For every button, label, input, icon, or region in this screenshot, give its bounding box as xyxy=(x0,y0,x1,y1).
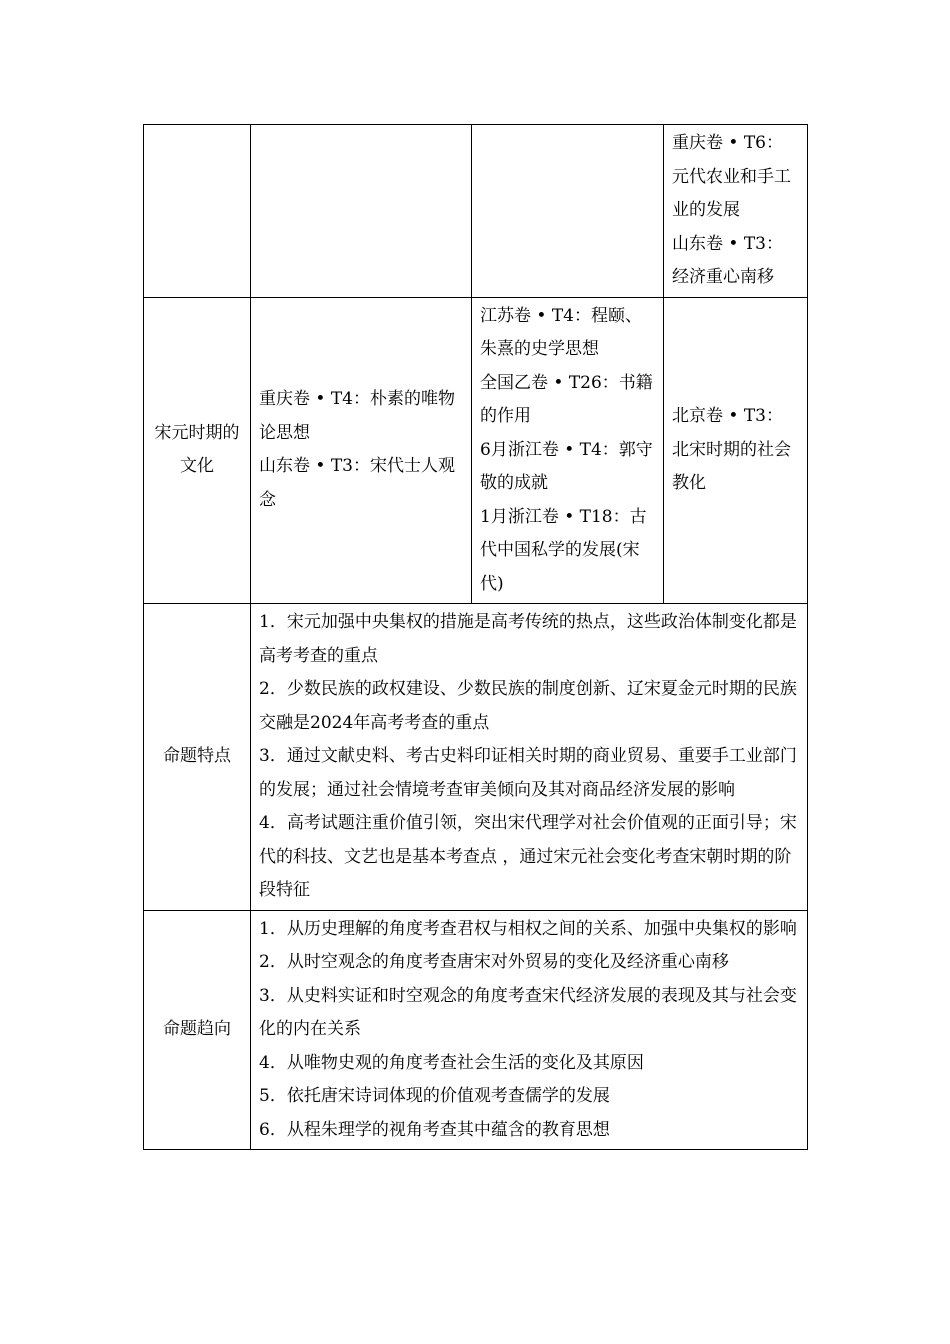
table-cell xyxy=(251,604,808,911)
table-cell xyxy=(472,125,664,298)
list-item: 2．从时空观念的角度考查唐宋对外贸易的变化及经济重心南移 xyxy=(259,952,729,972)
list-item: 5．依托唐宋诗词体现的价值观考查儒学的发展 xyxy=(259,1086,610,1106)
row-label: 命题特点 xyxy=(144,604,251,911)
list-item: 6．从程朱理学的视角考查其中蕴含的教育思想 xyxy=(259,1119,610,1140)
table-cell xyxy=(144,125,251,298)
table-cell xyxy=(251,910,808,1150)
list-item: 1．宋元加强中央集权的措施是高考传统的热点，这些政治体制变化都是高考考查的重点 xyxy=(259,612,797,666)
table-cell xyxy=(251,297,472,604)
table-row xyxy=(144,297,808,604)
table-row xyxy=(144,125,808,298)
table-cell xyxy=(664,125,808,298)
table-row xyxy=(144,604,808,911)
list-item: 3．从史料实证和时空观念的角度考查宋代经济发展的表现及其与社会变化的内在关系 xyxy=(259,985,797,1039)
exam-source-entry: 重庆卷 • T4：朴素的唯物论思想 xyxy=(259,389,455,443)
row-label: 宋元时期的文化 xyxy=(144,297,251,604)
exam-source-entry: 山东卷 • T3：宋代士人观念 xyxy=(259,456,455,510)
exam-source-entry: 6月浙江卷 • T4：郭守敬的成就 xyxy=(480,439,653,493)
exam-source-entry: 1月浙江卷 • T18：古代中国私学的发展(宋代) xyxy=(480,506,647,594)
exam-source-entry: 全国乙卷 • T26：书籍的作用 xyxy=(480,372,653,426)
exam-source-entry: 北京卷 • T3：北宋时期的社会教化 xyxy=(672,406,791,493)
row-label: 命题趋向 xyxy=(144,910,251,1150)
table-cell xyxy=(251,125,472,298)
list-item: 4．从唯物史观的角度考查社会生活的变化及其原因 xyxy=(259,1052,644,1073)
exam-source-entry: 山东卷 • T3：经济重心南移 xyxy=(672,233,783,287)
exam-source-entry: 重庆卷 • T6：元代农业和手工业的发展 xyxy=(672,133,791,220)
exam-analysis-table xyxy=(143,124,808,1150)
list-item: 4．高考试题注重价值引领，突出宋代理学对社会价值观的正面引导；宋代的科技、文艺也是基本考查点 ，通过宋元社会变化考查宋朝时期的阶段特征 xyxy=(259,813,797,900)
table-cell xyxy=(664,297,808,604)
list-item: 1．从历史理解的角度考查君权与相权之间的关系、加强中央集权的影响 xyxy=(259,918,797,939)
exam-source-entry: 江苏卷 • T4：程颐、朱熹的史学思想 xyxy=(480,305,642,359)
table-row xyxy=(144,910,808,1150)
list-item: 3．通过文献史料、考古史料印证相关时期的商业贸易、重要手工业部门的发展；通过社会情境考查审美倾向及其对商品经济发展的影响 xyxy=(259,746,797,800)
list-item: 2．少数民族的政权建设、少数民族的制度创新、辽宋夏金元时期的民族交融是2024年高考考查的重点 xyxy=(259,679,797,733)
table-cell xyxy=(472,297,664,604)
